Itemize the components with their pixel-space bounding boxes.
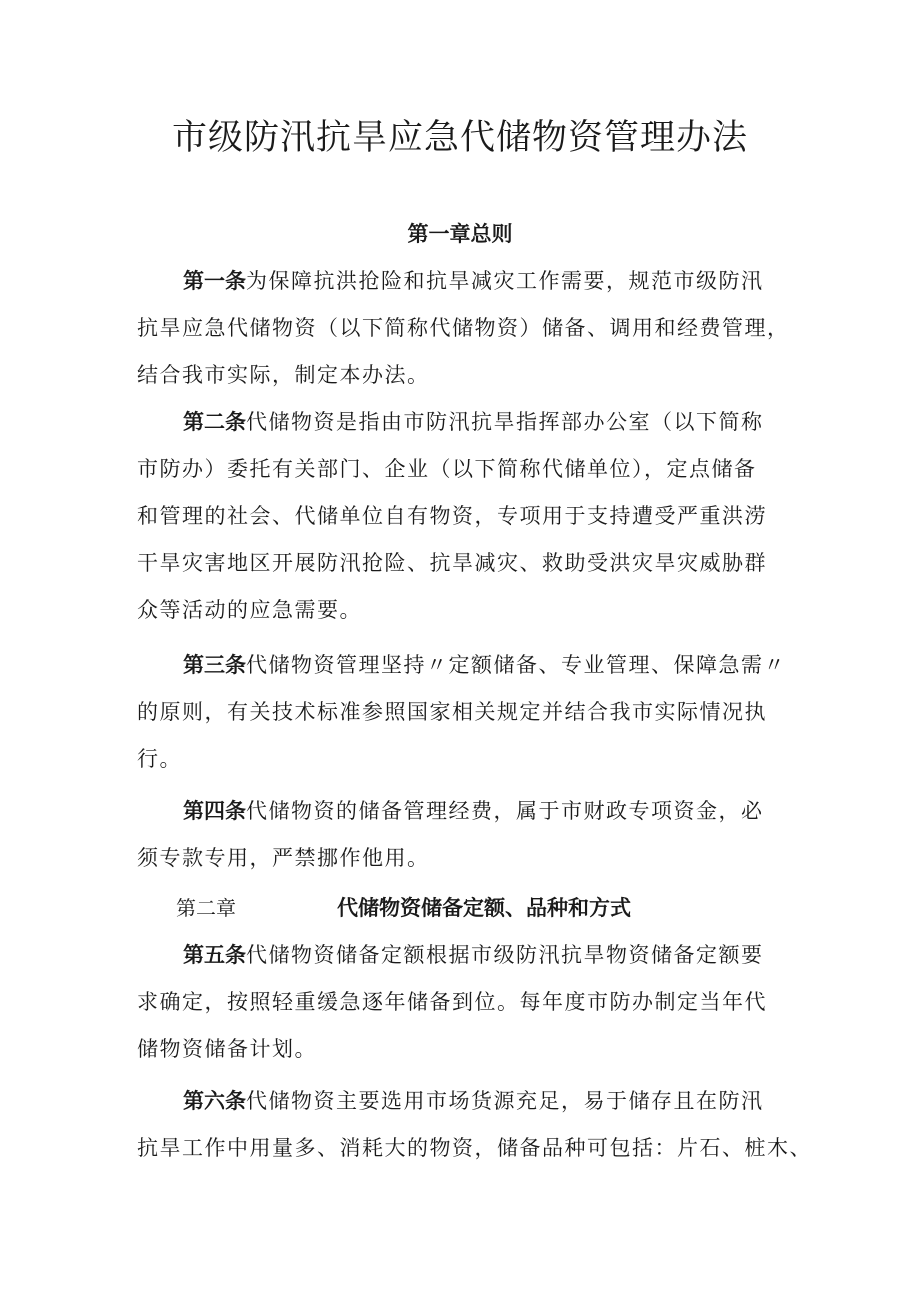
article-6-line-2: 抗旱工作中用量多、消耗大的物资，储备品种可包括：片石、桩木、: [137, 1136, 812, 1160]
chapter-2-heading: 代储物资储备定额、品种和方式: [337, 896, 631, 920]
article-3-line-2: 的原则，有关技术标准参照国家相关规定并结合我市实际情况执: [137, 700, 767, 724]
chapter-1-heading: 第一章总则: [407, 222, 513, 246]
article-4-number: 第四条: [183, 799, 246, 823]
chapter-2-number: 第二章: [176, 896, 236, 920]
article-5-number: 第五条: [183, 943, 246, 967]
article-2-line-4: 干旱灾害地区开展防汛抢险、抗旱减灾、救助受洪灾旱灾威胁群: [137, 551, 767, 575]
article-6-line-1: 第六条代储物资主要选用市场货源充足，易于储存且在防汛: [183, 1089, 764, 1113]
article-3-line-1: 第三条代储物资管理坚持〃定额储备、专业管理、保障急需〃: [183, 653, 786, 677]
article-4-line-2: 须专款专用，严禁挪作他用。: [137, 846, 430, 870]
article-5-line-1: 第五条代储物资储备定额根据市级防汛抗旱物资储备定额要: [183, 943, 764, 967]
article-3-line-3: 行。: [137, 747, 182, 771]
article-6-number: 第六条: [183, 1089, 246, 1113]
article-2-line-2: 市防办）委托有关部门、企业（以下简称代储单位），定点储备: [137, 457, 757, 481]
article-2-number: 第二条: [183, 410, 246, 434]
article-2-line-3: 和管理的社会、代储单位自有物资，专项用于支持遭受严重洪涝: [137, 504, 767, 528]
article-1-line-3: 结合我市实际，制定本办法。: [137, 363, 430, 387]
article-5-line-2: 求确定，按照轻重缓急逐年储备到位。每年度市防办制定当年代: [137, 990, 767, 1014]
article-1-number: 第一条: [183, 269, 246, 293]
article-5-line-3: 储物资储备计划。: [137, 1037, 317, 1061]
article-4-line-1: 第四条代储物资的储备管理经费，属于市财政专项资金，必: [183, 799, 764, 823]
article-3-number: 第三条: [183, 653, 246, 677]
article-1-line-2: 抗旱应急代储物资（以下简称代储物资）储备、调用和经费管理，: [137, 316, 790, 340]
article-2-line-1: 第二条代储物资是指由市防汛抗旱指挥部办公室（以下简称: [183, 410, 764, 434]
article-1-line-1: 第一条为保障抗洪抢险和抗旱减灾工作需要，规范市级防汛: [183, 269, 764, 293]
article-2-line-5: 众等活动的应急需要。: [137, 598, 362, 622]
document-title: 市级防汛抗旱应急代储物资管理办法: [171, 118, 748, 158]
